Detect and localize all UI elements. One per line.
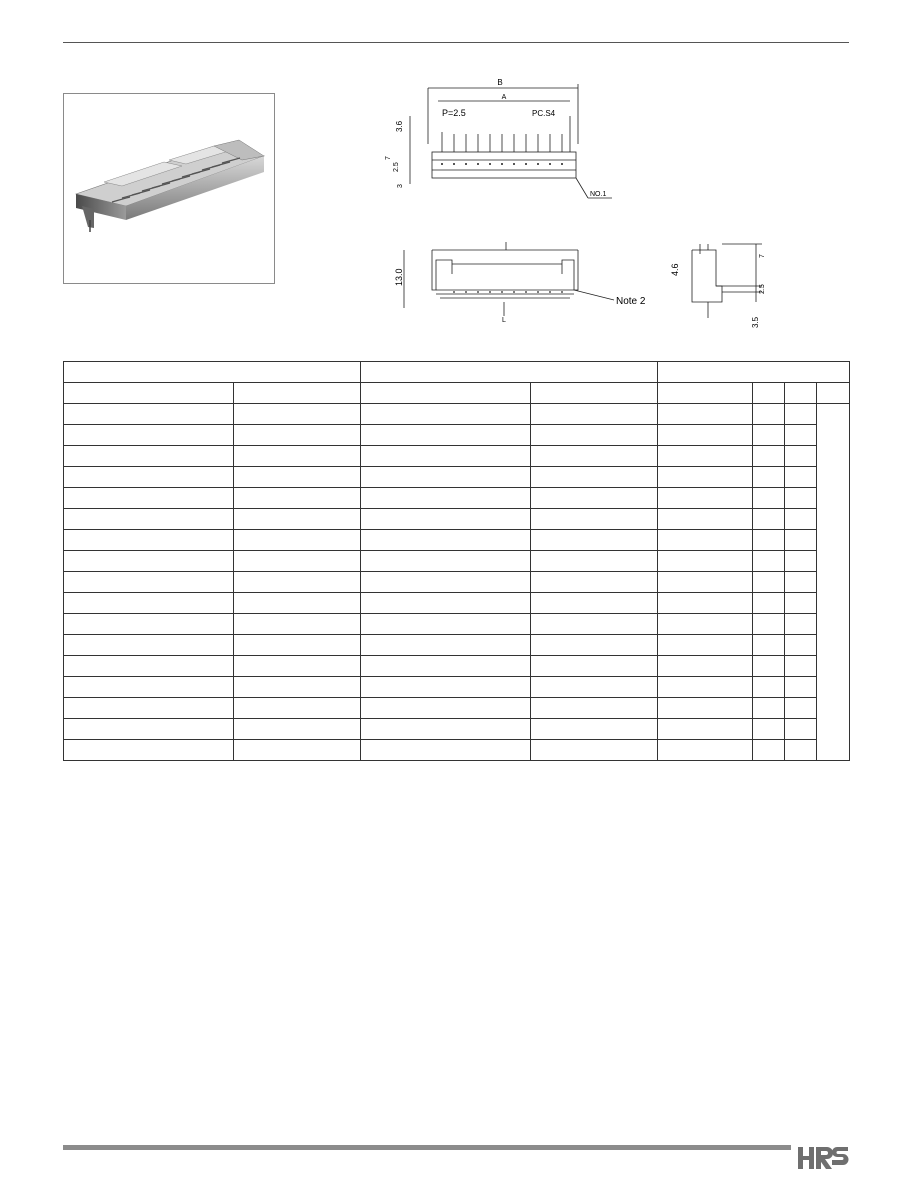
table-cell <box>658 509 753 530</box>
dim-l: L <box>502 317 506 324</box>
table-row <box>64 719 850 740</box>
dim-13: 13.0 <box>394 268 404 286</box>
table-cell <box>234 740 361 761</box>
table-cell <box>785 677 817 698</box>
table-cell <box>234 551 361 572</box>
table-cell <box>64 614 234 635</box>
table-cell <box>64 488 234 509</box>
table-cell <box>785 614 817 635</box>
table-cell <box>361 635 531 656</box>
table-cell <box>361 509 531 530</box>
table-row <box>64 698 850 719</box>
table-cell <box>658 740 753 761</box>
table-cell <box>785 446 817 467</box>
table-row <box>64 551 850 572</box>
table-cell <box>753 593 785 614</box>
table-cell <box>785 593 817 614</box>
table-cell <box>234 677 361 698</box>
table-cell <box>753 488 785 509</box>
table-cell <box>64 572 234 593</box>
dim-3-5-side: 3.5 <box>751 316 760 328</box>
table-cell <box>361 446 531 467</box>
table-cell <box>658 404 753 425</box>
table-cell <box>531 740 658 761</box>
table-cell <box>658 593 753 614</box>
table-cell <box>361 425 531 446</box>
table-cell <box>531 551 658 572</box>
table-cell <box>658 677 753 698</box>
table-row <box>64 656 850 677</box>
column-header <box>658 383 753 404</box>
table-cell <box>531 530 658 551</box>
table-cell <box>531 467 658 488</box>
dim-7: 7 <box>385 156 392 160</box>
table-cell <box>658 488 753 509</box>
group-header-2 <box>361 362 658 383</box>
table-cell <box>531 446 658 467</box>
table-cell <box>785 656 817 677</box>
table-cell <box>64 425 234 446</box>
dim-3: 3 <box>397 184 404 188</box>
footer-bar <box>63 1145 791 1150</box>
table-cell <box>64 698 234 719</box>
table-cell <box>361 572 531 593</box>
table-cell-merged <box>817 404 850 761</box>
table-cell <box>531 614 658 635</box>
table-cell <box>753 719 785 740</box>
table-cell <box>64 446 234 467</box>
table-cell <box>234 614 361 635</box>
table-cell <box>753 551 785 572</box>
table-row <box>64 425 850 446</box>
pitch-label: P=2.5 <box>442 108 466 118</box>
column-header <box>361 383 531 404</box>
table-cell <box>361 404 531 425</box>
table-cell <box>64 530 234 551</box>
table-cell <box>531 698 658 719</box>
table-row <box>64 593 850 614</box>
table-cell <box>234 635 361 656</box>
table-cell <box>64 677 234 698</box>
table-cell <box>785 698 817 719</box>
dim-7-side: 7 <box>759 254 766 258</box>
table-cell <box>531 656 658 677</box>
column-header <box>817 383 850 404</box>
table-cell <box>753 740 785 761</box>
table-cell <box>753 572 785 593</box>
table-cell <box>64 467 234 488</box>
column-header <box>753 383 785 404</box>
table-cell <box>753 530 785 551</box>
table-cell <box>753 509 785 530</box>
table-cell <box>658 719 753 740</box>
table-row <box>64 467 850 488</box>
group-header-3 <box>658 362 850 383</box>
table-cell <box>64 740 234 761</box>
table-cell <box>361 530 531 551</box>
table-row <box>64 740 850 761</box>
table-cell <box>234 719 361 740</box>
group-header-1 <box>64 362 361 383</box>
table-cell <box>361 740 531 761</box>
table-cell <box>753 425 785 446</box>
table-cell <box>234 509 361 530</box>
table-cell <box>361 656 531 677</box>
table-cell <box>361 614 531 635</box>
column-header <box>234 383 361 404</box>
column-header <box>64 383 234 404</box>
table-cell <box>658 635 753 656</box>
dim-3-6: 3.6 <box>395 120 404 132</box>
table-cell <box>531 509 658 530</box>
table-cell <box>234 446 361 467</box>
table-cell <box>531 425 658 446</box>
table-cell <box>234 593 361 614</box>
column-header <box>531 383 658 404</box>
table-cell <box>785 509 817 530</box>
table-cell <box>531 572 658 593</box>
table-cell <box>658 530 753 551</box>
table-cell <box>531 488 658 509</box>
table-cell <box>234 404 361 425</box>
connector-illustration <box>64 94 276 285</box>
table-cell <box>361 467 531 488</box>
table-cell <box>753 614 785 635</box>
table-cell <box>785 404 817 425</box>
table-cell <box>753 467 785 488</box>
table-cell <box>785 572 817 593</box>
table-cell <box>531 719 658 740</box>
table-column-header <box>64 383 850 404</box>
table-cell <box>785 530 817 551</box>
table-cell <box>785 488 817 509</box>
table-cell <box>753 404 785 425</box>
table-cell <box>658 656 753 677</box>
table-cell <box>531 404 658 425</box>
table-cell <box>753 635 785 656</box>
front-view-drawing <box>392 240 662 324</box>
note-no1: NO.1 <box>590 191 607 198</box>
table-cell <box>785 467 817 488</box>
hrs-logo <box>796 1143 850 1173</box>
table-cell <box>785 425 817 446</box>
table-cell <box>64 635 234 656</box>
table-cell <box>658 572 753 593</box>
table-cell <box>234 656 361 677</box>
table-row <box>64 404 850 425</box>
table-cell <box>658 614 753 635</box>
dim-2-5: 2.5 <box>393 162 400 172</box>
dim-a: A <box>501 94 507 101</box>
table-cell <box>753 698 785 719</box>
table-cell <box>64 656 234 677</box>
table-cell <box>234 488 361 509</box>
pin-tag-label: PC.S4 <box>532 109 556 118</box>
table-row <box>64 635 850 656</box>
table-cell <box>361 488 531 509</box>
header-rule <box>63 42 849 43</box>
dim-4-6: 4.6 <box>670 263 680 276</box>
table-row <box>64 488 850 509</box>
table-cell <box>64 593 234 614</box>
table-cell <box>531 677 658 698</box>
table-row <box>64 677 850 698</box>
side-view-drawing <box>672 236 776 332</box>
table-cell <box>234 698 361 719</box>
table-cell <box>234 572 361 593</box>
table-cell <box>361 698 531 719</box>
table-cell <box>64 404 234 425</box>
table-cell <box>658 698 753 719</box>
product-photo <box>63 93 275 284</box>
table-cell <box>64 719 234 740</box>
table-cell <box>658 551 753 572</box>
table-group-header <box>64 362 850 383</box>
table-row <box>64 614 850 635</box>
table-cell <box>361 593 531 614</box>
top-view-drawing <box>380 74 620 204</box>
table-cell <box>361 551 531 572</box>
table-row <box>64 446 850 467</box>
table-row <box>64 572 850 593</box>
spec-table <box>63 361 850 761</box>
table-cell <box>531 635 658 656</box>
note-2: Note 2 <box>616 296 646 307</box>
table-cell <box>658 425 753 446</box>
table-row <box>64 530 850 551</box>
table-cell <box>64 509 234 530</box>
table-cell <box>64 551 234 572</box>
table-cell <box>785 635 817 656</box>
table-cell <box>785 740 817 761</box>
table-cell <box>531 593 658 614</box>
table-cell <box>361 719 531 740</box>
dim-2-5-side: 2.5 <box>759 284 766 294</box>
table-cell <box>658 446 753 467</box>
dim-b: B <box>497 78 503 87</box>
table-cell <box>234 530 361 551</box>
table-cell <box>753 656 785 677</box>
table-cell <box>785 551 817 572</box>
column-header <box>785 383 817 404</box>
table-cell <box>753 677 785 698</box>
table-cell <box>361 677 531 698</box>
table-cell <box>234 425 361 446</box>
table-cell <box>234 467 361 488</box>
table-cell <box>658 467 753 488</box>
table-cell <box>753 446 785 467</box>
table-row <box>64 509 850 530</box>
table-cell <box>785 719 817 740</box>
